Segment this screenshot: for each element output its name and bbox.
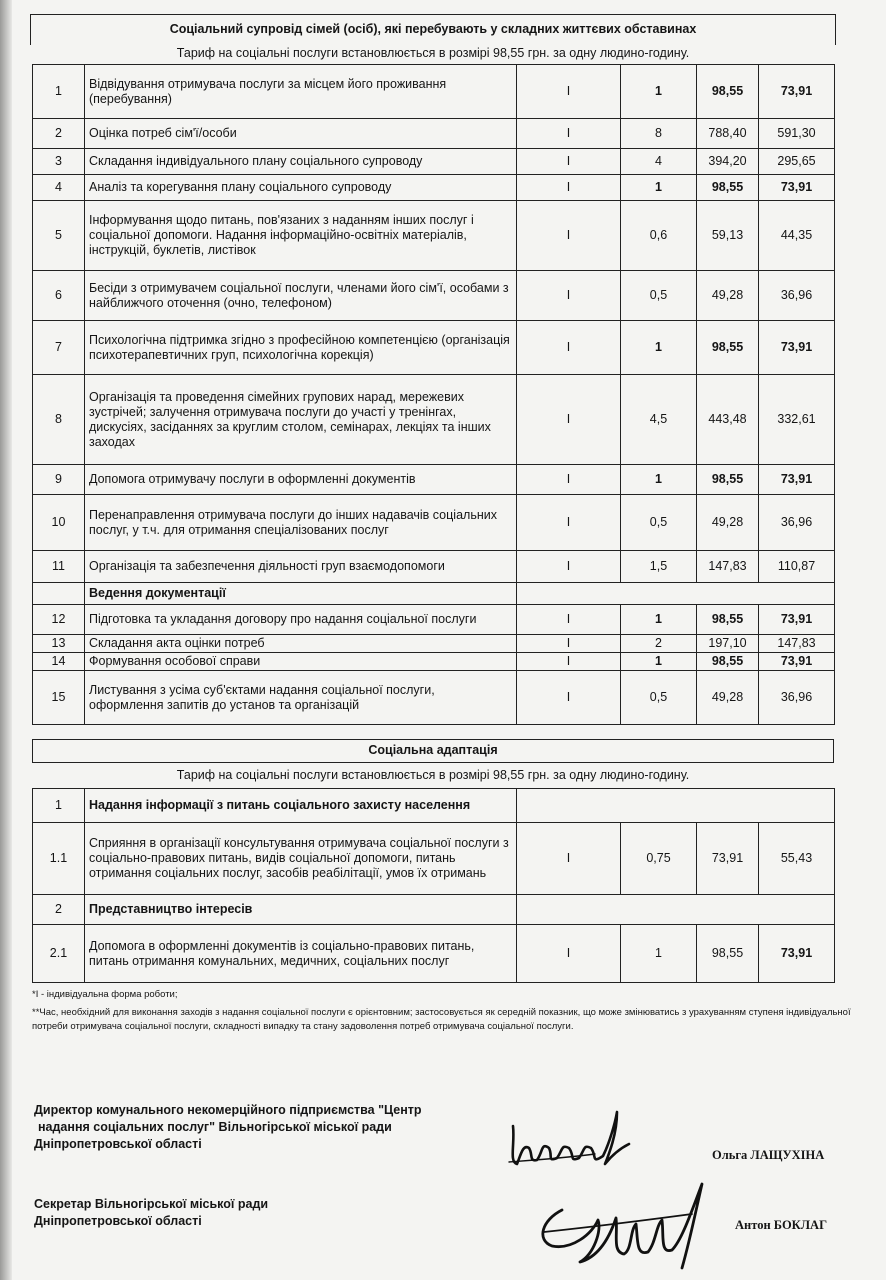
row-number: 14	[33, 653, 85, 671]
form-cell: І	[517, 495, 621, 551]
service-name: Бесіди з отримувачем соціальної послуги, членами його сім'ї, особами з найближчого оточення (очно, телефоном)	[85, 271, 517, 321]
row-number: 2.1	[33, 925, 85, 983]
row-number: 10	[33, 495, 85, 551]
row-number: 7	[33, 321, 85, 375]
secretary-signature	[532, 1170, 722, 1274]
form-cell: І	[517, 321, 621, 375]
price-cell: 49,28	[697, 495, 759, 551]
form-cell: І	[517, 465, 621, 495]
empty-cell	[517, 583, 835, 605]
price-cell: 49,28	[697, 271, 759, 321]
empty-cell	[33, 583, 85, 605]
hours-cell: 0,75	[621, 823, 697, 895]
cost-cell: 36,96	[759, 671, 835, 725]
table-row	[33, 465, 835, 495]
table-row	[33, 789, 835, 823]
price-cell: 147,83	[697, 551, 759, 583]
empty-cell	[517, 789, 835, 823]
form-cell: І	[517, 671, 621, 725]
section2-title: Соціальна адаптація	[368, 743, 498, 757]
row-number: 12	[33, 605, 85, 635]
form-cell: І	[517, 65, 621, 119]
row-number: 13	[33, 635, 85, 653]
form-cell: І	[517, 925, 621, 983]
director-signature	[505, 1104, 635, 1174]
service-name: Перенаправлення отримувача послуги до інших надавачів соціальних послуг, у т.ч. для отримання спеціалізованих послуг	[85, 495, 517, 551]
cost-cell: 110,87	[759, 551, 835, 583]
service-name: Складання індивідуального плану соціального супроводу	[85, 149, 517, 175]
row-number: 1	[33, 65, 85, 119]
hours-cell: 1	[621, 321, 697, 375]
hours-cell: 1	[621, 175, 697, 201]
form-cell: І	[517, 175, 621, 201]
footnote-1: *І - індивідуальна форма роботи;	[32, 989, 178, 1000]
table-row	[33, 175, 835, 201]
service-name: Аналіз та корегування плану соціального супроводу	[85, 175, 517, 201]
cost-cell: 147,83	[759, 635, 835, 653]
row-number: 1.1	[33, 823, 85, 895]
empty-cell	[517, 895, 835, 925]
director-block	[34, 1102, 422, 1153]
cost-cell: 36,96	[759, 271, 835, 321]
service-name: Відвідування отримувача послуги за місцем його проживання (перебування)	[85, 65, 517, 119]
table-row	[33, 551, 835, 583]
row-number: 1	[33, 789, 85, 823]
table-row	[33, 65, 835, 119]
table-row	[33, 321, 835, 375]
form-cell: І	[517, 635, 621, 653]
price-cell: 98,55	[697, 605, 759, 635]
group-name: Представництво інтересів	[85, 895, 517, 925]
footnote-2: **Час, необхідний для виконання заходів з надання соціальної послуги є орієнтовним; застосовується як середній показник, що може змінюватись з урахуванням ступеня індивідуальної потреби отримувача соціальної послуги, складності випадку та стану задоволення потреб отримувача соціальної послуги.	[32, 1007, 851, 1032]
service-name: Підготовка та укладання договору про надання соціальної послуги	[85, 605, 517, 635]
hours-cell: 8	[621, 119, 697, 149]
service-name: Оцінка потреб сім'ї/особи	[85, 119, 517, 149]
table-row	[33, 583, 835, 605]
cost-cell: 332,61	[759, 375, 835, 465]
price-cell: 49,28	[697, 671, 759, 725]
hours-cell: 2	[621, 635, 697, 653]
section-title: Соціальний супровід сімей (осіб), які перебувають у складних життєвих обставинах	[169, 22, 697, 36]
form-cell: І	[517, 605, 621, 635]
service-name: Сприяння в організації консультування отримувача соціальної послуги з соціально-правових питань, видів соціальної допомоги, питань отримання соціальних послуг, засобів реабілітації, умов їх отримань	[85, 823, 517, 895]
row-number: 2	[33, 895, 85, 925]
hours-cell: 1	[621, 653, 697, 671]
form-cell: І	[517, 201, 621, 271]
hours-cell: 1	[621, 605, 697, 635]
services-table	[32, 64, 835, 725]
price-cell: 98,55	[697, 321, 759, 375]
row-number: 6	[33, 271, 85, 321]
table-row	[33, 149, 835, 175]
price-cell: 98,55	[697, 653, 759, 671]
price-cell: 197,10	[697, 635, 759, 653]
hours-cell: 0,5	[621, 271, 697, 321]
table-row	[33, 635, 835, 653]
table-row	[33, 495, 835, 551]
director-line-2: надання соціальних послуг" Вільногірської міської ради	[38, 1120, 392, 1134]
cost-cell: 73,91	[759, 605, 835, 635]
service-name: Організація та проведення сімейних групових нарад, мережевих зустрічей; залучення отримувача послуги до участі у тренінгах, дискусіях, засіданнях за круглим столом, семінарах, лекціях та інших заходах	[85, 375, 517, 465]
service-name: Допомога отримувачу послуги в оформленні документів	[85, 465, 517, 495]
cost-cell: 73,91	[759, 653, 835, 671]
hours-cell: 1,5	[621, 551, 697, 583]
cost-cell: 73,91	[759, 321, 835, 375]
section2-tariff: Тариф на соціальні послуги встановлюється в розмірі 98,55 грн. за одну людино-годину.	[176, 768, 690, 782]
hours-cell: 1	[621, 465, 697, 495]
hours-cell: 4	[621, 149, 697, 175]
tariff-note: Тариф на соціальні послуги встановлюється в розмірі 98,55 грн. за одну людино-годину.	[176, 46, 690, 60]
adaptation-table	[32, 788, 835, 983]
form-cell: І	[517, 653, 621, 671]
price-cell: 394,20	[697, 149, 759, 175]
scan-edge	[0, 0, 12, 1280]
row-number: 9	[33, 465, 85, 495]
service-name: Листування з усіма суб'єктами надання соціальної послуги, оформлення запитів до установ та організацій	[85, 671, 517, 725]
table-row	[33, 119, 835, 149]
hours-cell: 1	[621, 65, 697, 119]
row-number: 15	[33, 671, 85, 725]
table-row	[33, 823, 835, 895]
service-name: Складання акта оцінки потреб	[85, 635, 517, 653]
cost-cell: 36,96	[759, 495, 835, 551]
form-cell: І	[517, 375, 621, 465]
director-line-3: Дніпропетровської області	[34, 1137, 202, 1151]
form-cell: І	[517, 271, 621, 321]
service-name: Формування особової справи	[85, 653, 517, 671]
table-row	[33, 201, 835, 271]
director-name: Ольга ЛАЩУХІНА	[712, 1148, 825, 1162]
row-number: 3	[33, 149, 85, 175]
price-cell: 98,55	[697, 175, 759, 201]
cost-cell: 73,91	[759, 465, 835, 495]
table-row	[33, 671, 835, 725]
cost-cell: 44,35	[759, 201, 835, 271]
row-number: 2	[33, 119, 85, 149]
service-name: Психологічна підтримка згідно з професійною компетенцією (організація психотерапевтичних груп, психологічна корекція)	[85, 321, 517, 375]
table-row	[33, 605, 835, 635]
row-number: 11	[33, 551, 85, 583]
price-cell: 443,48	[697, 375, 759, 465]
row-number: 5	[33, 201, 85, 271]
cost-cell: 55,43	[759, 823, 835, 895]
docs-section-title: Ведення документації	[85, 583, 517, 605]
service-name: Організація та забезпечення діяльності груп взаємодопомоги	[85, 551, 517, 583]
form-cell: І	[517, 823, 621, 895]
group-name: Надання інформації з питань соціального захисту населення	[85, 789, 517, 823]
hours-cell: 0,6	[621, 201, 697, 271]
hours-cell: 0,5	[621, 495, 697, 551]
table-row	[33, 895, 835, 925]
secretary-line-2: Дніпропетровської області	[34, 1214, 202, 1228]
price-cell: 98,55	[697, 465, 759, 495]
cost-cell: 73,91	[759, 925, 835, 983]
secretary-block	[34, 1196, 268, 1230]
table-row	[33, 925, 835, 983]
form-cell: І	[517, 551, 621, 583]
hours-cell: 1	[621, 925, 697, 983]
row-number: 8	[33, 375, 85, 465]
form-cell: І	[517, 149, 621, 175]
price-cell: 98,55	[697, 925, 759, 983]
table-row	[33, 271, 835, 321]
row-number: 4	[33, 175, 85, 201]
hours-cell: 4,5	[621, 375, 697, 465]
director-line-1: Директор комунального некомерційного підприємства "Центр	[34, 1103, 422, 1117]
cost-cell: 591,30	[759, 119, 835, 149]
service-name: Допомога в оформленні документів із соціально-правових питань, питань отримання комунальних, медичних, соціальних послуг	[85, 925, 517, 983]
cost-cell: 73,91	[759, 175, 835, 201]
table-row	[33, 375, 835, 465]
price-cell: 59,13	[697, 201, 759, 271]
form-cell: І	[517, 119, 621, 149]
cost-cell: 295,65	[759, 149, 835, 175]
table-row	[33, 653, 835, 671]
service-name: Інформування щодо питань, пов'язаних з наданням інших послуг і соціальної допомоги. Надання інформаційно-освітніх матеріалів, інструкцій, буклетів, листівок	[85, 201, 517, 271]
secretary-name: Антон БОКЛАГ	[735, 1218, 828, 1232]
price-cell: 788,40	[697, 119, 759, 149]
price-cell: 73,91	[697, 823, 759, 895]
price-cell: 98,55	[697, 65, 759, 119]
secretary-line-1: Секретар Вільногірської міської ради	[34, 1197, 269, 1211]
hours-cell: 0,5	[621, 671, 697, 725]
cost-cell: 73,91	[759, 65, 835, 119]
